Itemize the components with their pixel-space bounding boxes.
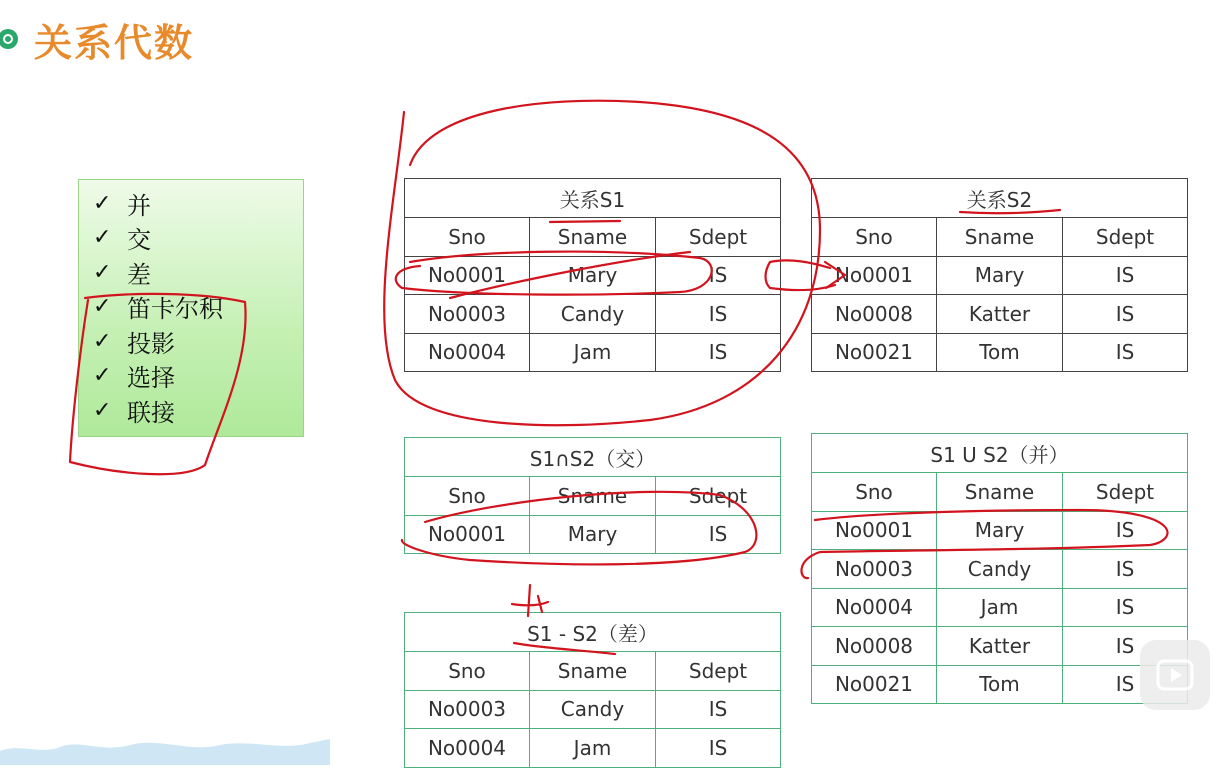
table-row	[812, 295, 1188, 334]
table-cell: Katter	[937, 627, 1063, 666]
table-caption: S1 - S2（差）	[405, 613, 781, 652]
table-cell: IS	[656, 690, 781, 729]
table-cell: Jam	[530, 333, 656, 372]
table-row	[405, 515, 781, 554]
union-table	[811, 433, 1188, 704]
table-cell: No0008	[812, 627, 937, 666]
check-icon: ✓	[93, 363, 112, 389]
column-header: Sdept	[656, 218, 781, 257]
operation-label: 差	[127, 260, 151, 289]
check-icon: ✓	[93, 397, 112, 423]
table-cell: No0021	[812, 333, 937, 372]
table-cell: Candy	[530, 690, 656, 729]
table-row	[405, 333, 781, 372]
column-header: Sno	[405, 218, 530, 257]
table-row	[812, 550, 1188, 589]
column-header: Sname	[530, 218, 656, 257]
operation-item	[93, 290, 303, 325]
table-cell: No0004	[405, 333, 530, 372]
table-cell: IS	[1063, 295, 1188, 334]
check-icon: ✓	[93, 328, 112, 354]
table-cell: No0003	[405, 690, 530, 729]
table-row	[812, 511, 1188, 550]
table-row	[812, 665, 1188, 704]
check-icon: ✓	[93, 294, 112, 320]
table-cell: Mary	[937, 256, 1063, 295]
difference-table	[404, 612, 781, 768]
relation-s1-table	[404, 178, 781, 372]
table-row	[812, 256, 1188, 295]
table-cell: No0021	[812, 665, 937, 704]
table-cell: IS	[1063, 588, 1188, 627]
table-cell: Mary	[937, 511, 1063, 550]
table-caption: 关系S2	[812, 179, 1188, 218]
table-cell: No0008	[812, 295, 937, 334]
column-header: Sname	[530, 652, 656, 691]
column-header: Sdept	[1063, 218, 1188, 257]
operation-item	[93, 393, 303, 428]
table-cell: No0003	[405, 295, 530, 334]
operation-label: 并	[127, 191, 151, 220]
table-cell: IS	[1063, 511, 1188, 550]
column-header: Sdept	[656, 652, 781, 691]
table-caption: 关系S1	[405, 179, 781, 218]
table-cell: Tom	[937, 333, 1063, 372]
decorative-wave	[0, 733, 330, 765]
operation-item	[93, 255, 303, 290]
video-play-button[interactable]	[1140, 640, 1210, 710]
table-cell: IS	[1063, 627, 1188, 666]
header-row	[812, 473, 1188, 512]
table-cell: Mary	[530, 515, 656, 554]
slide-header	[0, 14, 194, 64]
table-cell: Tom	[937, 665, 1063, 704]
operation-label: 联接	[127, 398, 175, 427]
column-header: Sno	[812, 218, 937, 257]
table-caption: S1∩S2（交）	[405, 438, 781, 477]
flower-icon	[0, 27, 20, 51]
table-row	[405, 256, 781, 295]
table-cell: No0001	[405, 515, 530, 554]
table-row	[812, 333, 1188, 372]
column-header: Sdept	[656, 477, 781, 516]
table-cell: IS	[656, 515, 781, 554]
table-cell: Jam	[937, 588, 1063, 627]
operation-item	[93, 324, 303, 359]
slide-title: 关系代数	[34, 20, 195, 65]
relation-s2-table	[811, 178, 1188, 372]
table-cell: No0004	[812, 588, 937, 627]
header-row	[405, 218, 781, 257]
column-header: Sname	[937, 473, 1063, 512]
operation-label: 投影	[127, 329, 175, 358]
table-row	[405, 690, 781, 729]
table-cell: No0001	[812, 511, 937, 550]
table-cell: IS	[1063, 550, 1188, 589]
column-header: Sno	[405, 652, 530, 691]
column-header: Sno	[812, 473, 937, 512]
operation-label: 交	[127, 226, 151, 255]
table-cell: Katter	[937, 295, 1063, 334]
table-row	[405, 295, 781, 334]
table-cell: No0003	[812, 550, 937, 589]
table-cell: IS	[656, 295, 781, 334]
table-caption: S1 U S2（并）	[812, 434, 1188, 473]
table-cell: IS	[656, 729, 781, 768]
table-cell: IS	[656, 256, 781, 295]
table-cell: Jam	[530, 729, 656, 768]
operation-item	[93, 186, 303, 221]
table-cell: IS	[1063, 256, 1188, 295]
table-cell: Candy	[530, 295, 656, 334]
header-row	[405, 477, 781, 516]
table-row	[812, 588, 1188, 627]
operation-label: 选择	[127, 364, 175, 393]
column-header: Sdept	[1063, 473, 1188, 512]
operation-item	[93, 221, 303, 256]
play-icon	[1155, 655, 1195, 695]
operation-item	[93, 359, 303, 394]
column-header: Sname	[937, 218, 1063, 257]
intersection-table	[404, 437, 781, 554]
check-icon: ✓	[93, 225, 112, 251]
table-cell: No0004	[405, 729, 530, 768]
table-cell: IS	[1063, 333, 1188, 372]
table-cell: No0001	[812, 256, 937, 295]
column-header: Sno	[405, 477, 530, 516]
table-row	[405, 729, 781, 768]
table-row	[812, 627, 1188, 666]
column-header: Sname	[530, 477, 656, 516]
operations-list	[78, 179, 304, 437]
table-cell: No0001	[405, 256, 530, 295]
table-cell: IS	[1063, 665, 1188, 704]
header-row	[812, 218, 1188, 257]
table-cell: Candy	[937, 550, 1063, 589]
check-icon: ✓	[93, 259, 112, 285]
operation-label: 笛卡尔积	[127, 295, 223, 324]
table-cell: Mary	[530, 256, 656, 295]
header-row	[405, 652, 781, 691]
table-cell: IS	[656, 333, 781, 372]
check-icon: ✓	[93, 190, 112, 216]
